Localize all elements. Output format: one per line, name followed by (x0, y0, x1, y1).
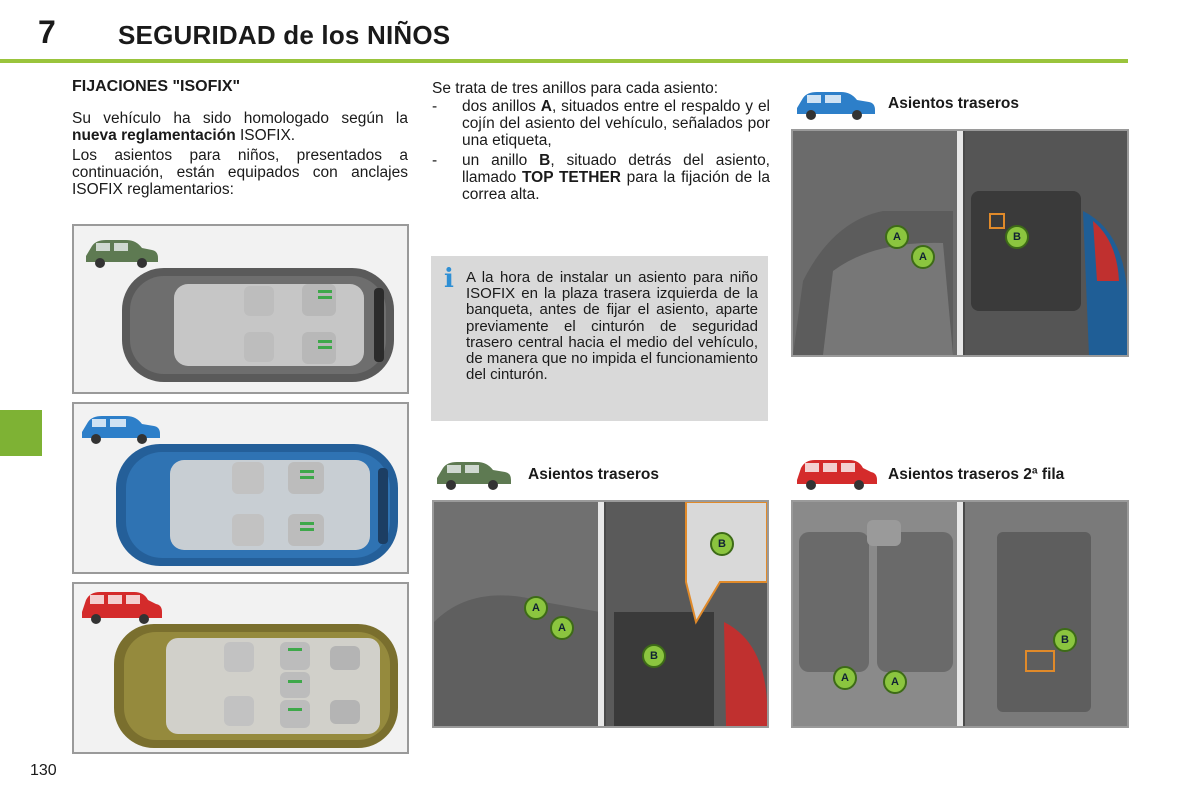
chapter-title: SEGURIDAD de los NIÑOS (118, 20, 451, 50)
info-text: A la hora de instalar un asiento para niño ISOFIX en la plaza trasera izquierda de la banqueta, antes de fijar el asiento, aparte previamente el cinturón de seguridad trasero central hacia el medio del vehículo, de manera que no impida el funcionamiento del cinturón. (466, 269, 758, 384)
red-car-topview-panel (72, 582, 409, 754)
red-car-topview-illustration (74, 584, 407, 752)
page-number: 130 (30, 762, 57, 779)
photo-divider (957, 502, 963, 726)
photo-divider (957, 131, 963, 355)
ring-a-badge: A (911, 245, 935, 269)
green-car-topview-panel (72, 224, 409, 394)
red-minivan-icon (793, 454, 879, 492)
blue-car-topview-panel (72, 402, 409, 574)
blue-car-topview-illustration (74, 404, 407, 572)
bold-run: B (539, 152, 551, 169)
green-hatchback-icon (86, 240, 158, 268)
bold-run: A (540, 98, 552, 115)
rear-seats-photo-2nd-row (791, 500, 1129, 728)
red-minivan-icon (82, 592, 162, 624)
header-rule (0, 59, 1128, 63)
rings-intro: Se trata de tres anillos para cada asiento: (432, 80, 719, 97)
bullet-ring-a (432, 98, 770, 149)
ring-b-badge: B (642, 644, 666, 668)
seats-paragraph: Los asientos para niños, presentados a continuación, están equipados con anclajes ISOFIX reglamentarios: (72, 147, 408, 198)
chapter-side-tab (0, 410, 42, 456)
ring-b-badge: B (1005, 225, 1029, 249)
green-car-topview-illustration (74, 226, 407, 392)
bullet-dash: - (432, 98, 438, 115)
section-heading: FIJACIONES "ISOFIX" (72, 78, 241, 95)
top-tether-marker (989, 213, 1005, 229)
ring-a-badge: A (524, 596, 548, 620)
text-run: , situado detrás del asiento, llamado (462, 152, 770, 186)
ring-a-badge: A (883, 670, 907, 694)
figure-title-rear-seats-blue: Asientos traseros (888, 95, 1019, 112)
info-icon: i (444, 264, 454, 294)
ring-b-badge: B (1053, 628, 1077, 652)
ring-a-badge: A (550, 616, 574, 640)
bullet-ring-b (432, 152, 770, 203)
blue-hatchback-icon (793, 84, 879, 122)
bullet-text (462, 152, 770, 203)
text-run: un anillo (462, 152, 540, 169)
homologation-paragraph (72, 110, 408, 144)
blue-hatchback-icon (82, 416, 160, 444)
green-hatchback-icon (433, 454, 517, 492)
figure-title-rear-seats-2nd-row: Asientos traseros 2ª fila (888, 466, 1065, 483)
bold-run: TOP TETHER (521, 169, 621, 186)
rear-seats-photo-green (432, 500, 769, 728)
figure-title-rear-seats-green: Asientos traseros (528, 466, 659, 483)
top-tether-marker (1025, 650, 1055, 672)
ring-a-badge: A (833, 666, 857, 690)
bullet-dash: - (432, 152, 438, 169)
text-run: para la fijación de la correa alta. (462, 169, 770, 203)
text-run: ISOFIX. (235, 127, 296, 144)
rear-seats-photo-blue (791, 129, 1129, 357)
ring-b-badge: B (710, 532, 734, 556)
bold-run: nueva reglamentación (72, 127, 236, 144)
bullet-text (462, 98, 770, 149)
photo-divider (598, 502, 604, 726)
ring-a-badge: A (885, 225, 909, 249)
text-run: , situados entre el respaldo y el cojín del asiento del vehículo, señalados por una etiqueta, (462, 98, 771, 149)
text-run: Su vehículo ha sido homologado según la (72, 110, 408, 127)
chapter-number: 7 (38, 14, 56, 50)
text-run: dos anillos (462, 98, 541, 115)
